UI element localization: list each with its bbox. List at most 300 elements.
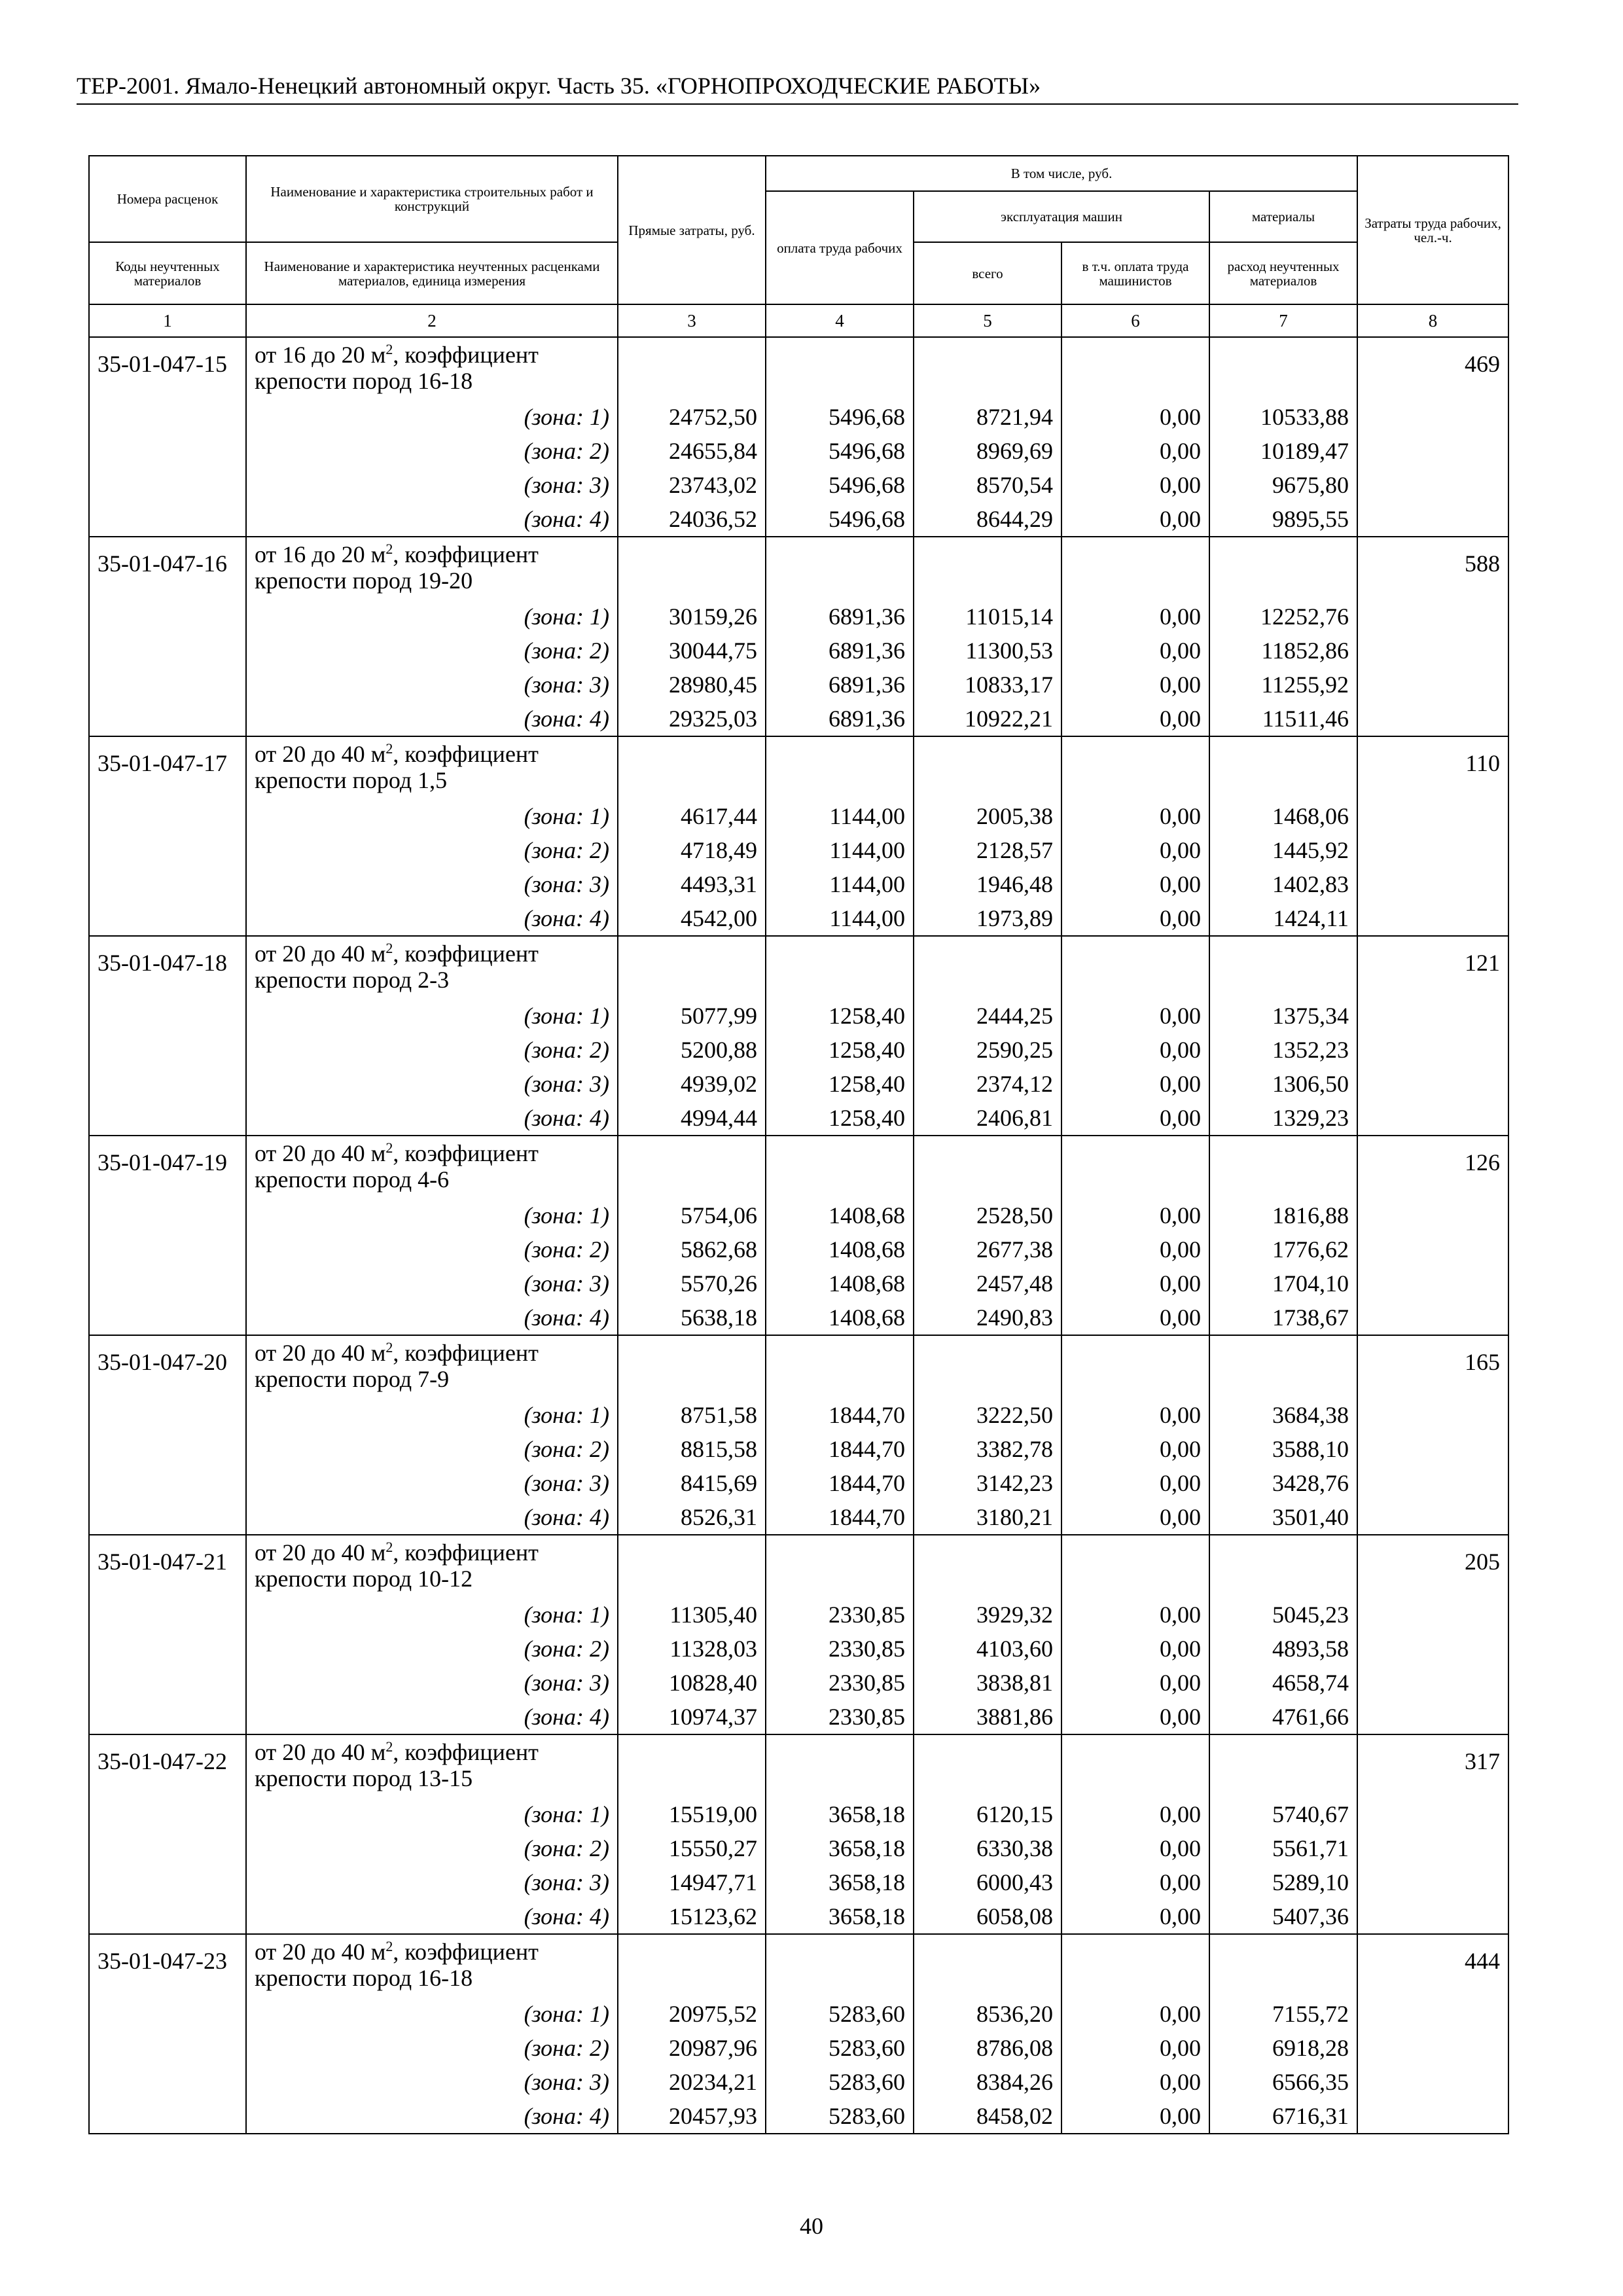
empty-cell (1209, 1136, 1357, 1198)
empty-cell (766, 736, 914, 799)
operators-cell: 0,00 (1061, 1432, 1209, 1466)
wages-cell: 1408,68 (766, 1198, 914, 1232)
empty-cell (1061, 537, 1209, 600)
wages-cell: 5496,68 (766, 502, 914, 537)
price-entry (89, 1934, 1508, 2134)
entry-title-row (89, 1335, 1508, 1398)
entry-title-row (89, 736, 1508, 799)
operators-cell: 0,00 (1061, 634, 1209, 668)
zone-row (89, 668, 1508, 702)
col-header-including: В том числе, руб. (766, 156, 1357, 191)
empty-cell (766, 537, 914, 600)
zone-row (89, 502, 1508, 537)
price-entry (89, 1535, 1508, 1734)
entry-description (246, 1934, 618, 1997)
zone-label: (зона: 3) (246, 1865, 618, 1899)
wages-cell: 6891,36 (766, 600, 914, 634)
col-header-materials-unaccounted: расход неучтенных материалов (1209, 242, 1357, 304)
zone-row (89, 702, 1508, 736)
materials-cell: 6566,35 (1209, 2065, 1357, 2099)
entry-labor: 205 (1357, 1535, 1508, 1734)
machines-cell: 3881,86 (914, 1700, 1061, 1734)
machines-cell: 8969,69 (914, 434, 1061, 468)
empty-cell (914, 1335, 1061, 1398)
direct-cost-cell: 8815,58 (618, 1432, 766, 1466)
zone-label: (зона: 4) (246, 1101, 618, 1136)
zone-label: (зона: 4) (246, 1500, 618, 1535)
empty-cell (766, 337, 914, 400)
entry-code: 35-01-047-18 (89, 936, 246, 1136)
entry-labor: 444 (1357, 1934, 1508, 2134)
entry-title-row (89, 936, 1508, 999)
machines-cell: 2590,25 (914, 1033, 1061, 1067)
entry-labor: 588 (1357, 537, 1508, 736)
zone-row (89, 1865, 1508, 1899)
wages-cell: 5283,60 (766, 1997, 914, 2031)
empty-cell (618, 1136, 766, 1198)
operators-cell: 0,00 (1061, 2031, 1209, 2065)
empty-cell (1209, 1335, 1357, 1398)
empty-cell (618, 537, 766, 600)
entry-desc-sup: 2 (385, 1738, 393, 1755)
direct-cost-cell: 5754,06 (618, 1198, 766, 1232)
wages-cell: 3658,18 (766, 1899, 914, 1934)
materials-cell: 3588,10 (1209, 1432, 1357, 1466)
operators-cell: 0,00 (1061, 1300, 1209, 1335)
empty-cell (914, 337, 1061, 400)
operators-cell: 0,00 (1061, 867, 1209, 901)
price-entry (89, 1734, 1508, 1934)
empty-cell (914, 1934, 1061, 1997)
machines-cell: 8384,26 (914, 2065, 1061, 2099)
operators-cell: 0,00 (1061, 1666, 1209, 1700)
entry-desc-sup: 2 (385, 541, 393, 557)
entry-title-row (89, 537, 1508, 600)
wages-cell: 1258,40 (766, 1101, 914, 1136)
zone-row (89, 999, 1508, 1033)
operators-cell: 0,00 (1061, 1466, 1209, 1500)
empty-cell (914, 537, 1061, 600)
entry-desc-sup: 2 (385, 1339, 393, 1355)
zone-label: (зона: 1) (246, 1797, 618, 1831)
zone-label: (зона: 3) (246, 1466, 618, 1500)
entry-desc-pre: от 20 до 40 м (255, 1340, 386, 1366)
zone-row (89, 833, 1508, 867)
direct-cost-cell: 24036,52 (618, 502, 766, 537)
direct-cost-cell: 20975,52 (618, 1997, 766, 2031)
entry-desc-sup: 2 (385, 740, 393, 757)
wages-cell: 1144,00 (766, 867, 914, 901)
machines-cell: 3929,32 (914, 1598, 1061, 1632)
operators-cell: 0,00 (1061, 502, 1209, 537)
machines-cell: 8644,29 (914, 502, 1061, 537)
entry-desc-pre: от 20 до 40 м (255, 1539, 386, 1566)
operators-cell: 0,00 (1061, 468, 1209, 502)
empty-cell (618, 1734, 766, 1797)
col-header-machines-total: всего (914, 242, 1061, 304)
entry-desc-post: , коэффициент крепости пород 16-18 (255, 342, 539, 394)
zone-label: (зона: 4) (246, 702, 618, 736)
materials-cell: 6918,28 (1209, 2031, 1357, 2065)
zone-label: (зона: 2) (246, 1033, 618, 1067)
entry-labor: 165 (1357, 1335, 1508, 1535)
entry-desc-post: , коэффициент крепости пород 13-15 (255, 1739, 539, 1791)
direct-cost-cell: 11305,40 (618, 1598, 766, 1632)
zone-label: (зона: 1) (246, 799, 618, 833)
zone-label: (зона: 4) (246, 1300, 618, 1335)
direct-cost-cell: 11328,03 (618, 1632, 766, 1666)
column-number: 3 (618, 304, 766, 337)
empty-cell (766, 1734, 914, 1797)
entry-labor: 126 (1357, 1136, 1508, 1335)
direct-cost-cell: 14947,71 (618, 1865, 766, 1899)
entry-desc-pre: от 20 до 40 м (255, 741, 386, 767)
entry-description (246, 736, 618, 799)
machines-cell: 2005,38 (914, 799, 1061, 833)
entry-desc-post: , коэффициент крепости пород 4-6 (255, 1140, 539, 1193)
operators-cell: 0,00 (1061, 1398, 1209, 1432)
wages-cell: 5283,60 (766, 2031, 914, 2065)
zone-row (89, 867, 1508, 901)
column-number: 1 (89, 304, 246, 337)
operators-cell: 0,00 (1061, 1797, 1209, 1831)
column-number: 6 (1061, 304, 1209, 337)
entry-title-row (89, 337, 1508, 400)
empty-cell (618, 736, 766, 799)
entry-desc-pre: от 16 до 20 м (255, 541, 386, 567)
direct-cost-cell: 4718,49 (618, 833, 766, 867)
zone-label: (зона: 1) (246, 400, 618, 434)
zone-label: (зона: 1) (246, 600, 618, 634)
zone-row (89, 634, 1508, 668)
zone-row (89, 1899, 1508, 1934)
wages-cell: 1408,68 (766, 1232, 914, 1266)
machines-cell: 1973,89 (914, 901, 1061, 936)
empty-cell (1061, 1934, 1209, 1997)
empty-cell (1209, 936, 1357, 999)
column-number: 4 (766, 304, 914, 337)
empty-cell (914, 1136, 1061, 1198)
machines-cell: 8786,08 (914, 2031, 1061, 2065)
materials-cell: 5289,10 (1209, 1865, 1357, 1899)
zone-label: (зона: 1) (246, 1598, 618, 1632)
machines-cell: 4103,60 (914, 1632, 1061, 1666)
entry-desc-post: , коэффициент крепости пород 16-18 (255, 1939, 539, 1991)
empty-cell (1061, 736, 1209, 799)
operators-cell: 0,00 (1061, 400, 1209, 434)
operators-cell: 0,00 (1061, 1198, 1209, 1232)
entry-desc-pre: от 16 до 20 м (255, 342, 386, 368)
entry-desc-sup: 2 (385, 1539, 393, 1555)
direct-cost-cell: 4939,02 (618, 1067, 766, 1101)
materials-cell: 1445,92 (1209, 833, 1357, 867)
price-entry (89, 337, 1508, 537)
entry-description (246, 1535, 618, 1598)
entry-title-row (89, 1136, 1508, 1198)
machines-cell: 2677,38 (914, 1232, 1061, 1266)
operators-cell: 0,00 (1061, 999, 1209, 1033)
empty-cell (1061, 1136, 1209, 1198)
zone-label: (зона: 2) (246, 2031, 618, 2065)
zone-label: (зона: 1) (246, 999, 618, 1033)
col-header-codes-top: Номера расценок (89, 156, 246, 242)
materials-cell: 4761,66 (1209, 1700, 1357, 1734)
entry-desc-sup: 2 (385, 1139, 393, 1156)
wages-cell: 5496,68 (766, 468, 914, 502)
zone-row (89, 1700, 1508, 1734)
materials-cell: 1352,23 (1209, 1033, 1357, 1067)
direct-cost-cell: 8751,58 (618, 1398, 766, 1432)
wages-cell: 1844,70 (766, 1432, 914, 1466)
direct-cost-cell: 4493,31 (618, 867, 766, 901)
machines-cell: 3222,50 (914, 1398, 1061, 1432)
materials-cell: 10533,88 (1209, 400, 1357, 434)
zone-row (89, 1466, 1508, 1500)
zone-row (89, 799, 1508, 833)
entry-desc-sup: 2 (385, 940, 393, 956)
empty-cell (766, 1934, 914, 1997)
machines-cell: 11015,14 (914, 600, 1061, 634)
wages-cell: 1258,40 (766, 1033, 914, 1067)
empty-cell (1061, 337, 1209, 400)
wages-cell: 1144,00 (766, 833, 914, 867)
price-table (88, 155, 1509, 2134)
entry-code: 35-01-047-22 (89, 1734, 246, 1934)
entry-labor: 317 (1357, 1734, 1508, 1934)
machines-cell: 6000,43 (914, 1865, 1061, 1899)
entry-desc-post: , коэффициент крепости пород 1,5 (255, 741, 539, 793)
entry-labor: 469 (1357, 337, 1508, 537)
materials-cell: 11255,92 (1209, 668, 1357, 702)
zone-label: (зона: 2) (246, 634, 618, 668)
empty-cell (766, 1535, 914, 1598)
entry-description (246, 337, 618, 400)
column-number: 5 (914, 304, 1061, 337)
entry-desc-post: , коэффициент крепости пород 10-12 (255, 1539, 539, 1592)
zone-row (89, 468, 1508, 502)
entry-title-row (89, 1934, 1508, 1997)
entry-desc-post: , коэффициент крепости пород 19-20 (255, 541, 539, 594)
entry-description (246, 1136, 618, 1198)
empty-cell (618, 1535, 766, 1598)
machines-cell: 3838,81 (914, 1666, 1061, 1700)
wages-cell: 2330,85 (766, 1700, 914, 1734)
operators-cell: 0,00 (1061, 2099, 1209, 2134)
entry-desc-sup: 2 (385, 1938, 393, 1954)
zone-label: (зона: 3) (246, 1666, 618, 1700)
empty-cell (914, 736, 1061, 799)
zone-label: (зона: 1) (246, 1398, 618, 1432)
zone-label: (зона: 2) (246, 833, 618, 867)
entry-desc-pre: от 20 до 40 м (255, 1739, 386, 1765)
zone-label: (зона: 3) (246, 2065, 618, 2099)
machines-cell: 10922,21 (914, 702, 1061, 736)
zone-label: (зона: 2) (246, 434, 618, 468)
machines-cell: 3142,23 (914, 1466, 1061, 1500)
zone-row (89, 434, 1508, 468)
direct-cost-cell: 20987,96 (618, 2031, 766, 2065)
price-entry (89, 1136, 1508, 1335)
entry-desc-sup: 2 (385, 341, 393, 357)
wages-cell: 2330,85 (766, 1598, 914, 1632)
materials-cell: 9895,55 (1209, 502, 1357, 537)
entry-code: 35-01-047-15 (89, 337, 246, 537)
zone-label: (зона: 3) (246, 867, 618, 901)
wages-cell: 2330,85 (766, 1632, 914, 1666)
direct-cost-cell: 5077,99 (618, 999, 766, 1033)
zone-label: (зона: 2) (246, 1632, 618, 1666)
price-entry (89, 936, 1508, 1136)
zone-row (89, 1632, 1508, 1666)
direct-cost-cell: 8526,31 (618, 1500, 766, 1535)
direct-cost-cell: 29325,03 (618, 702, 766, 736)
wages-cell: 6891,36 (766, 702, 914, 736)
direct-cost-cell: 10974,37 (618, 1700, 766, 1734)
direct-cost-cell: 4542,00 (618, 901, 766, 936)
entry-description (246, 1734, 618, 1797)
materials-cell: 1704,10 (1209, 1266, 1357, 1300)
entry-code: 35-01-047-23 (89, 1934, 246, 2134)
machines-cell: 6330,38 (914, 1831, 1061, 1865)
zone-label: (зона: 3) (246, 468, 618, 502)
machines-cell: 8721,94 (914, 400, 1061, 434)
operators-cell: 0,00 (1061, 1632, 1209, 1666)
materials-cell: 3428,76 (1209, 1466, 1357, 1500)
direct-cost-cell: 20234,21 (618, 2065, 766, 2099)
wages-cell: 6891,36 (766, 668, 914, 702)
empty-cell (914, 1535, 1061, 1598)
empty-cell (1209, 736, 1357, 799)
direct-cost-cell: 28980,45 (618, 668, 766, 702)
wages-cell: 5283,60 (766, 2099, 914, 2134)
entry-labor: 121 (1357, 936, 1508, 1136)
zone-row (89, 1797, 1508, 1831)
empty-cell (1209, 1934, 1357, 1997)
empty-cell (1209, 537, 1357, 600)
wages-cell: 1258,40 (766, 1067, 914, 1101)
zone-row (89, 2099, 1508, 2134)
wages-cell: 3658,18 (766, 1831, 914, 1865)
machines-cell: 6120,15 (914, 1797, 1061, 1831)
machines-cell: 3180,21 (914, 1500, 1061, 1535)
materials-cell: 11852,86 (1209, 634, 1357, 668)
column-number: 7 (1209, 304, 1357, 337)
empty-cell (1061, 1535, 1209, 1598)
entry-description (246, 936, 618, 999)
empty-cell (766, 936, 914, 999)
empty-cell (618, 337, 766, 400)
machines-cell: 8458,02 (914, 2099, 1061, 2134)
entry-labor: 110 (1357, 736, 1508, 936)
header-title: ТЕР-2001. Ямало-Ненецкий автономный округ. Часть 35. «ГОРНОПРОХОДЧЕСКИЕ РАБОТЫ» (77, 73, 1041, 99)
zone-row (89, 2065, 1508, 2099)
direct-cost-cell: 20457,93 (618, 2099, 766, 2134)
materials-cell: 1816,88 (1209, 1198, 1357, 1232)
materials-cell: 1776,62 (1209, 1232, 1357, 1266)
materials-cell: 1738,67 (1209, 1300, 1357, 1335)
direct-cost-cell: 5638,18 (618, 1300, 766, 1335)
operators-cell: 0,00 (1061, 1266, 1209, 1300)
entry-description (246, 1335, 618, 1398)
empty-cell (618, 1934, 766, 1997)
zone-row (89, 1432, 1508, 1466)
materials-cell: 6716,31 (1209, 2099, 1357, 2134)
entry-code: 35-01-047-21 (89, 1535, 246, 1734)
materials-cell: 3501,40 (1209, 1500, 1357, 1535)
zone-label: (зона: 1) (246, 1198, 618, 1232)
materials-cell: 1402,83 (1209, 867, 1357, 901)
zone-row (89, 1067, 1508, 1101)
operators-cell: 0,00 (1061, 833, 1209, 867)
direct-cost-cell: 5862,68 (618, 1232, 766, 1266)
wages-cell: 1144,00 (766, 901, 914, 936)
empty-cell (1061, 1734, 1209, 1797)
zone-label: (зона: 2) (246, 1232, 618, 1266)
page-number: 40 (800, 2213, 823, 2239)
materials-cell: 5561,71 (1209, 1831, 1357, 1865)
empty-cell (766, 1335, 914, 1398)
price-entry (89, 736, 1508, 936)
materials-cell: 1468,06 (1209, 799, 1357, 833)
zone-label: (зона: 3) (246, 668, 618, 702)
empty-cell (1209, 1535, 1357, 1598)
direct-cost-cell: 15519,00 (618, 1797, 766, 1831)
zone-row (89, 1398, 1508, 1432)
zone-row (89, 1997, 1508, 2031)
materials-cell: 9675,80 (1209, 468, 1357, 502)
materials-cell: 4893,58 (1209, 1632, 1357, 1666)
empty-cell (618, 1335, 766, 1398)
materials-cell: 5740,67 (1209, 1797, 1357, 1831)
machines-cell: 2528,50 (914, 1198, 1061, 1232)
direct-cost-cell: 5200,88 (618, 1033, 766, 1067)
entry-desc-post: , коэффициент крепости пород 2-3 (255, 941, 539, 993)
zone-row (89, 1666, 1508, 1700)
direct-cost-cell: 8415,69 (618, 1466, 766, 1500)
zone-label: (зона: 4) (246, 901, 618, 936)
zone-row (89, 2031, 1508, 2065)
materials-cell: 5045,23 (1209, 1598, 1357, 1632)
operators-cell: 0,00 (1061, 1101, 1209, 1136)
price-entry (89, 537, 1508, 736)
empty-cell (1209, 1734, 1357, 1797)
machines-cell: 10833,17 (914, 668, 1061, 702)
operators-cell: 0,00 (1061, 600, 1209, 634)
materials-cell: 10189,47 (1209, 434, 1357, 468)
col-header-direct: Прямые затраты, руб. (618, 156, 766, 304)
col-header-name-bottom: Наименование и характеристика неучтенных расценками материалов, единица измерения (246, 242, 618, 304)
machines-cell: 2457,48 (914, 1266, 1061, 1300)
zone-label: (зона: 4) (246, 1899, 618, 1934)
materials-cell: 1424,11 (1209, 901, 1357, 936)
col-header-codes-bottom: Коды неучтенных материалов (89, 242, 246, 304)
operators-cell: 0,00 (1061, 1033, 1209, 1067)
wages-cell: 1408,68 (766, 1300, 914, 1335)
zone-row (89, 1033, 1508, 1067)
machines-cell: 2128,57 (914, 833, 1061, 867)
entry-code: 35-01-047-17 (89, 736, 246, 936)
direct-cost-cell: 30044,75 (618, 634, 766, 668)
wages-cell: 5283,60 (766, 2065, 914, 2099)
entry-code: 35-01-047-20 (89, 1335, 246, 1535)
table-head (89, 156, 1508, 337)
direct-cost-cell: 15550,27 (618, 1831, 766, 1865)
operators-cell: 0,00 (1061, 434, 1209, 468)
zone-row (89, 1300, 1508, 1335)
operators-cell: 0,00 (1061, 799, 1209, 833)
direct-cost-cell: 24655,84 (618, 434, 766, 468)
materials-cell: 11511,46 (1209, 702, 1357, 736)
